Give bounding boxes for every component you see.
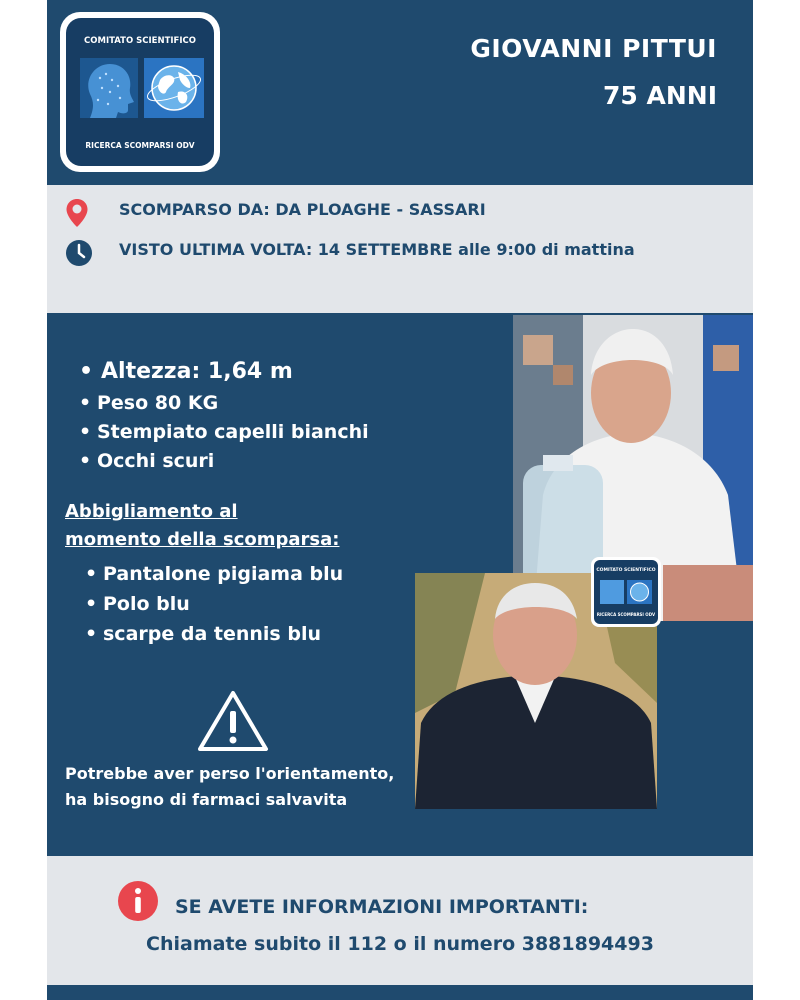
- logo-bottom-text: RICERCA SCOMPARSI ODV: [85, 141, 195, 150]
- last-seen-text: VISTO ULTIMA VOLTA: 14 SETTEMBRE alle 9:00 di mattina: [119, 240, 635, 259]
- clothing-item: • scarpe da tennis blu: [85, 619, 343, 649]
- disappeared-from-text: SCOMPARSO DA: DA PLOAGHE - SASSARI: [119, 200, 486, 219]
- contact-phone-text: Chiamate subito il 112 o il numero 3881894493: [146, 933, 654, 955]
- person-name: GIOVANNI PITTUI: [470, 34, 717, 63]
- clothing-item: • Pantalone pigiama blu: [85, 559, 343, 589]
- eyes-item: • Occhi scuri: [79, 447, 369, 476]
- logo-top-text: COMITATO SCIENTIFICO: [84, 36, 196, 46]
- clothing-item: • Polo blu: [85, 589, 343, 619]
- description-section: [47, 313, 753, 856]
- organization-logo: [60, 12, 220, 172]
- organization-logo-small: COMITATO SCIENTIFICO RICERCA SCOMPARSI ODV: [591, 557, 661, 627]
- disappearance-info: [47, 185, 753, 313]
- warning-message: Potrebbe aver perso l'orientamento, ha bisogno di farmaci salvavita: [65, 764, 395, 809]
- contact-footer: [47, 856, 753, 985]
- digital-face-icon: [80, 58, 138, 118]
- hair-item: • Stempiato capelli bianchi: [79, 418, 369, 447]
- missing-person-poster: [47, 0, 753, 1000]
- clock-icon: [65, 239, 93, 267]
- clothing-list: [85, 559, 343, 649]
- bottom-strip: [47, 985, 753, 1000]
- clothing-heading: Abbigliamento al momento della scomparsa:: [65, 501, 340, 550]
- poster-header: [47, 0, 753, 185]
- warning-triangle-icon: [197, 689, 269, 753]
- weight-item: • Peso 80 KG: [79, 389, 369, 418]
- globe-icon: [144, 58, 204, 118]
- contact-heading: SE AVETE INFORMAZIONI IMPORTANTI:: [175, 896, 589, 918]
- logo-emblem-icon: [600, 580, 652, 604]
- physical-description-list: [79, 355, 369, 476]
- height-item: • Altezza: 1,64 m: [79, 355, 369, 389]
- info-circle-icon: [117, 880, 159, 922]
- map-pin-icon: [65, 198, 89, 228]
- person-age: 75 ANNI: [603, 81, 717, 110]
